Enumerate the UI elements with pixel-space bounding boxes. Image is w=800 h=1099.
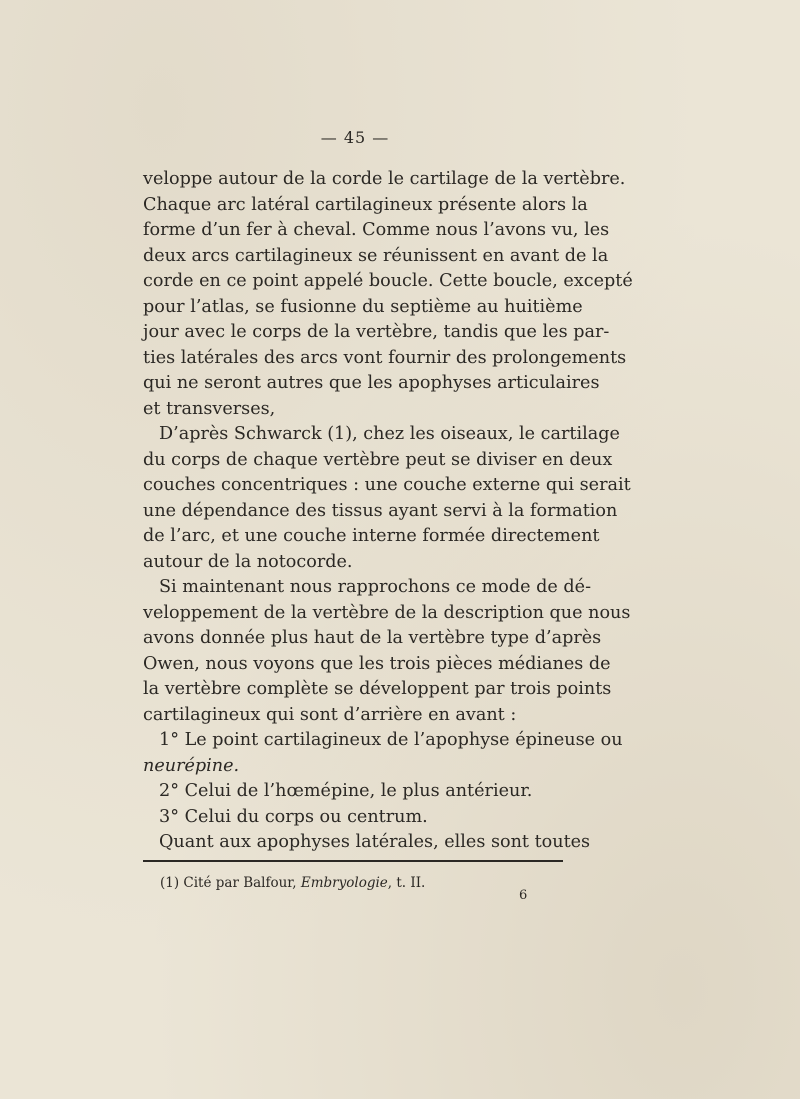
text-line-26: 3° Celui du corps ou centrum. <box>159 806 428 827</box>
footnote-prefix: (1) Cité par Balfour, <box>160 875 301 891</box>
text-line-7: jour avec le corps de la vertèbre, tandis que les par- <box>143 322 610 342</box>
text-line-16: autour de la notocorde. <box>143 551 353 572</box>
page-number: — 45 — <box>320 128 390 147</box>
text-line-22: cartilagineux qui sont d’arrière en avant : <box>143 704 517 725</box>
text-line-2: Chaque arc latéral cartilagineux présente alors la <box>143 194 588 215</box>
text-line-11: D’après Schwarck (1), chez les oiseaux, le cartilage <box>159 424 620 444</box>
text-line-12: du corps de chaque vertèbre peut se diviser en deux <box>143 449 613 470</box>
text-line-18: veloppement de la vertèbre de la description que nous <box>143 602 631 623</box>
text-line-27: Quant aux apophyses latérales, elles sont toutes <box>159 832 591 852</box>
text-line-14: une dépendance des tissus ayant servi à la formation <box>143 500 618 521</box>
text-line-17: Si maintenant nous rapprochons ce mode de dé- <box>159 577 592 597</box>
text-line-9: qui ne seront autres que les apophyses articulaires <box>143 373 600 393</box>
text-line-8: ties latérales des arcs vont fournir des prolongements <box>143 347 627 368</box>
text-line-23: 1° Le point cartilagineux de l’apophyse épineuse ou <box>159 730 623 750</box>
body-text <box>143 167 633 856</box>
text-line-1: veloppe autour de la corde le cartilage de la vertèbre. <box>143 169 626 189</box>
text-line-21: la vertèbre complète se développent par trois points <box>143 679 612 699</box>
text-line-25: 2° Celui de l’hœmépine, le plus antérieur. <box>159 781 533 801</box>
footnote-rule <box>143 860 563 862</box>
text-line-20: Owen, nous voyons que les trois pièces médianes de <box>143 653 611 674</box>
footnote-suffix: , t. II. <box>387 875 426 891</box>
footnote <box>160 874 425 892</box>
signature-mark: 6 <box>519 888 528 903</box>
text-line-6: pour l’atlas, se fusionne du septième au huitième <box>143 296 583 317</box>
text-line-5: corde en ce point appelé boucle. Cette boucle, excepté <box>143 271 633 291</box>
text-line-24: neurépine. <box>143 755 240 776</box>
text-line-13: couches concentriques : une couche externe qui serait <box>143 475 631 495</box>
text-line-3: forme d’un fer à cheval. Comme nous l’avons vu, les <box>143 220 610 240</box>
footnote-title: Embryologie <box>300 875 388 891</box>
text-line-15: de l’arc, et une couche interne formée directement <box>143 526 600 546</box>
text-line-19: avons donnée plus haut de la vertèbre type d’après <box>143 628 602 648</box>
text-line-4: deux arcs cartilagineux se réunissent en avant de la <box>143 245 609 266</box>
text-line-10: et transverses, <box>143 398 276 419</box>
